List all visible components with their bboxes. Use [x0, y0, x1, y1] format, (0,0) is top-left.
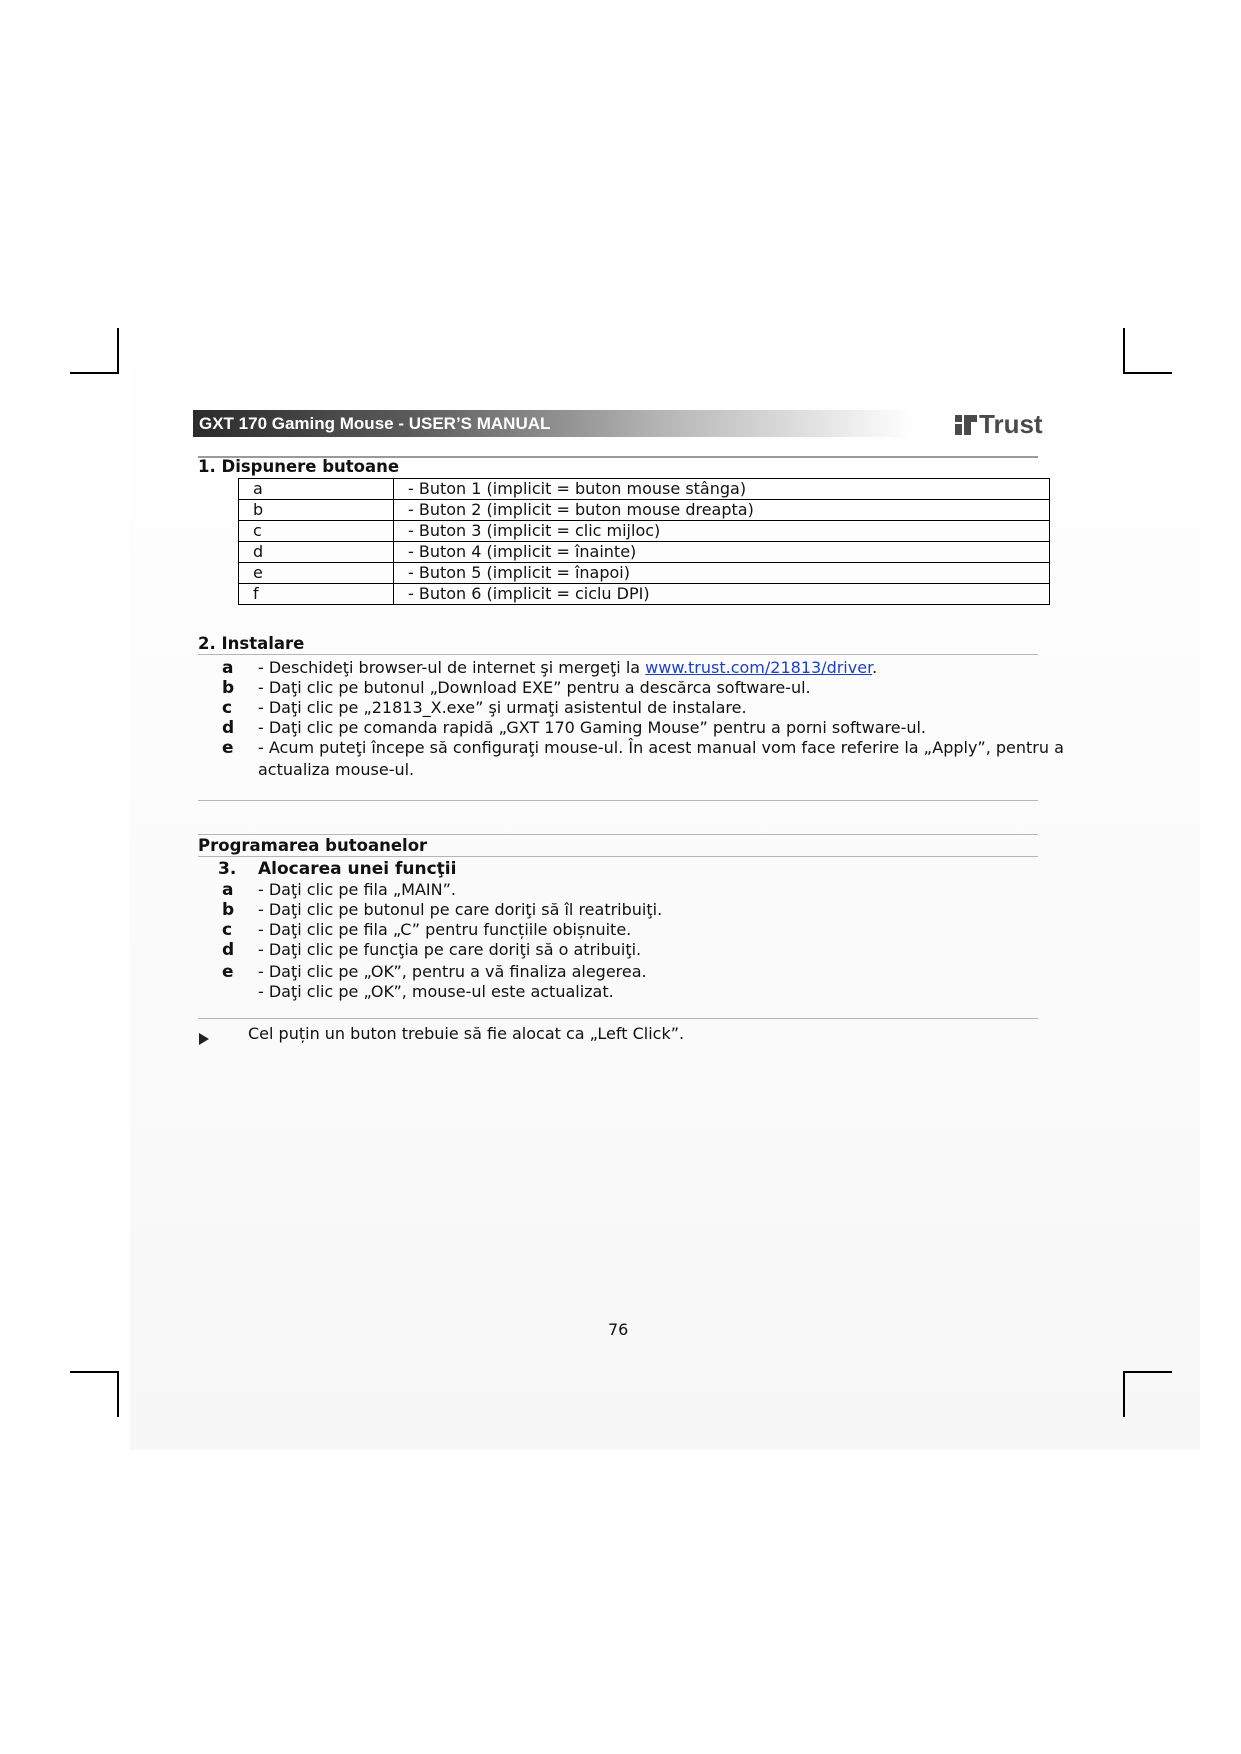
step-letter: a [222, 658, 234, 678]
section-rule [198, 800, 1038, 801]
table-row [239, 500, 1050, 521]
step-text: - Deschideţi browser-ul de internet şi mergeţi la www.trust.com/21813/driver. [258, 658, 878, 677]
page-number: 76 [608, 1320, 629, 1339]
step-letter: d [222, 940, 235, 960]
step-text: - Daţi clic pe comanda rapidă „GXT 170 Gaming Mouse” pentru a porni software-ul. [258, 718, 927, 737]
section-rule [198, 856, 1038, 857]
step-letter: b [222, 900, 235, 920]
step-text: - Daţi clic pe funcţia pe care doriţi să o atribuiţi. [258, 940, 642, 959]
step-letter: d [222, 718, 235, 738]
table-cell-value: - Buton 2 (implicit = buton mouse dreapta) [394, 500, 1050, 521]
note-arrow-icon [199, 1033, 209, 1045]
step-letter: e [222, 738, 234, 758]
step-text: - Daţi clic pe butonul pe care doriţi să îl reatribuiţi. [258, 900, 663, 919]
table-cell-value: - Buton 5 (implicit = înapoi) [394, 563, 1050, 584]
step-text: - Daţi clic pe fila „MAIN”. [258, 880, 456, 899]
table-row [239, 584, 1050, 605]
table-cell-value: - Buton 4 (implicit = înainte) [394, 542, 1050, 563]
button-layout-table [238, 478, 1050, 605]
table-row [239, 542, 1050, 563]
table-cell-key: a [239, 479, 394, 500]
section-rule [198, 834, 1038, 835]
table-row [239, 521, 1050, 542]
manual-title: GXT 170 Gaming Mouse - USER’S MANUAL [199, 414, 551, 433]
driver-link[interactable]: www.trust.com/21813/driver [645, 658, 873, 677]
section-heading: 2. Instalare [198, 634, 305, 653]
table-cell-key: b [239, 500, 394, 521]
step-text: - Daţi clic pe „OK”, mouse-ul este actualizat. [258, 982, 614, 1001]
table-cell-key: c [239, 521, 394, 542]
table-row [239, 479, 1050, 500]
step-letter: c [222, 698, 233, 718]
step-letter: c [222, 920, 233, 940]
note-text: Cel puțin un buton trebuie să fie alocat ca „Left Click”. [248, 1024, 685, 1043]
step-text: - Daţi clic pe butonul „Download EXE” pentru a descărca software-ul. [258, 678, 811, 697]
trust-logo [955, 409, 1043, 440]
table-cell-value: - Buton 3 (implicit = clic mijloc) [394, 521, 1050, 542]
step-text: - Acum puteţi începe să configuraţi mouse-ul. În acest manual vom face referire la „Apply”, pentru a [258, 738, 1064, 757]
step-text: - Daţi clic pe „OK”, pentru a vă finaliza alegerea. [258, 962, 647, 981]
section-rule [198, 654, 1038, 655]
section-heading: 1. Dispunere butoane [198, 457, 400, 476]
step-text: - Daţi clic pe „21813_X.exe” şi urmaţi asistentul de instalare. [258, 698, 747, 717]
table-row [239, 563, 1050, 584]
section-rule [198, 1018, 1038, 1019]
table-cell-key: e [239, 563, 394, 584]
trust-logo-icon [955, 415, 977, 435]
table-cell-value: - Buton 1 (implicit = buton mouse stânga) [394, 479, 1050, 500]
trust-logo-text: Trust [979, 409, 1043, 439]
section-heading: Programarea butoanelor [198, 836, 428, 855]
subsection-number: 3. [218, 859, 237, 879]
step-letter: a [222, 880, 234, 900]
step-letter: b [222, 678, 235, 698]
step-text: actualiza mouse-ul. [258, 760, 415, 779]
table-cell-value: - Buton 6 (implicit = ciclu DPI) [394, 584, 1050, 605]
subsection-heading: Alocarea unei funcţii [258, 859, 457, 879]
step-letter: e [222, 962, 234, 982]
table-cell-key: d [239, 542, 394, 563]
table-cell-key: f [239, 584, 394, 605]
step-text: - Daţi clic pe fila „C” pentru funcțiile obișnuite. [258, 920, 632, 939]
